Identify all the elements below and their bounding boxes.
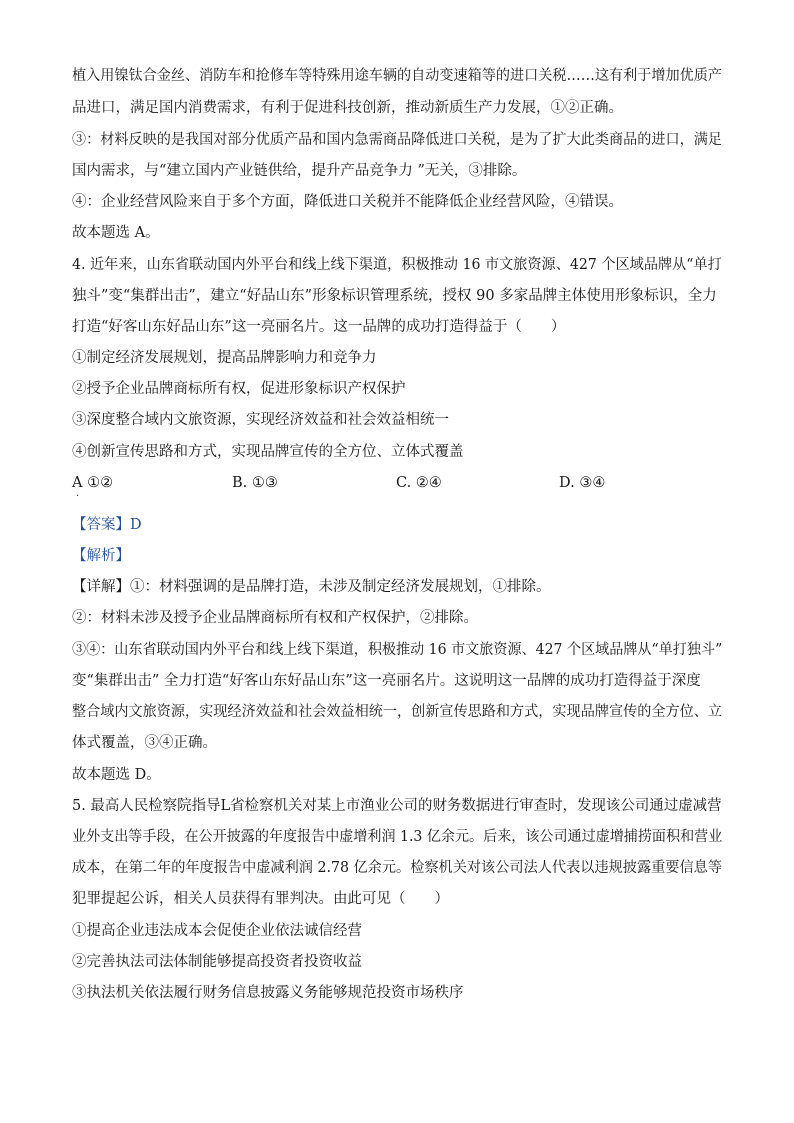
analysis-line: 变“集群出击” 全力打造“好客山东好品山东”这一亮丽名片。这说明这一品牌的成功打造得益于深度 <box>72 673 701 689</box>
analysis-line: 故本题选 D。 <box>72 767 161 783</box>
answer-label: 【答案】D <box>72 517 142 533</box>
question-5-stem: 成本，在第二年的年度报告中虚减利润 2.78 亿余元。检察机关对该公司法人代表以违规披露重要信息等 <box>72 860 722 876</box>
analysis-line: ②：材料未涉及授予企业品牌商标所有权和产权保护，②排除。 <box>72 610 478 626</box>
question-5-stem: 5. 最高人民检察院指导L省检察机关对某上市渔业公司的财务数据进行审查时，发现该公司通过虚减营 <box>72 798 722 814</box>
analysis-line: 体式覆盖，③④正确。 <box>72 735 217 751</box>
question-4-stem: 4. 近年来，山东省联动国内外平台和线上线下渠道，积极推动 16 市文旅资源、427 个区域品牌从“单打 <box>72 257 722 273</box>
text-line: 品进口，满足国内消费需求，有利于促进科技创新，推动新质生产力发展，①②正确。 <box>72 100 623 116</box>
choice-d: D. ③④ <box>559 475 606 491</box>
analysis-label: 【解析】 <box>72 548 130 564</box>
text-line: ④：企业经营风险来自于多个方面，降低进口关税并不能降低企业经营风险，④错误。 <box>72 194 623 210</box>
question-4-choices <box>72 473 732 493</box>
text-line: 国内需求，与“建立国内产业链供给，提升产品竞争力 ”无关，③排除。 <box>72 163 527 179</box>
question-5-stem: 犯罪提起公诉，相关人员获得有罪判决。由此可见（ ） <box>72 891 449 907</box>
question-5-stem: 业外支出等手段，在公开披露的年度报告中虚增利润 1.3 亿余元。后来，该公司通过虚增捕捞面积和营业 <box>72 829 723 845</box>
question-5-item: ②完善执法司法体制能够提高投资者投资收益 <box>72 954 362 970</box>
question-4-item: ①制定经济发展规划，提高品牌影响力和竞争力 <box>72 350 377 366</box>
question-4-stem: 独斗”变“集群出击”，建立“好品山东”形象标识管理系统，授权 90 多家品牌主体使用形象标识，全力 <box>72 288 717 304</box>
text-line: 植入用镍钛合金丝、消防车和抢修车等特殊用途车辆的自动变速箱等的进口关税……这有利于增加优质产 <box>72 68 722 84</box>
question-4-item: ②授予企业品牌商标所有权，促进形象标识产权保护 <box>72 381 406 397</box>
analysis-line: ③④：山东省联动国内外平台和线上线下渠道，积极推动 16 市文旅资源、427 个区域品牌从“单打独斗” <box>72 642 723 658</box>
choice-a: A ①② <box>72 475 114 491</box>
question-5-item: ③执法机关依法履行财务信息披露义务能够规范投资市场秩序 <box>72 985 464 1001</box>
stray-dot: · <box>76 491 80 502</box>
choice-b: B. ①③ <box>232 475 278 491</box>
choice-c: C. ②④ <box>396 475 442 491</box>
question-4-stem: 打造“好客山东好品山东”这一亮丽名片。这一品牌的成功打造得益于（ ） <box>72 319 566 335</box>
analysis-line: 【详解】①：材料强调的是品牌打造，未涉及制定经济发展规划，①排除。 <box>72 579 551 595</box>
question-5-item: ①提高企业违法成本会促使企业依法诚信经营 <box>72 923 362 939</box>
text-line: ③：材料反映的是我国对部分优质产品和国内急需商品降低进口关税，是为了扩大此类商品的进口，满足 <box>72 132 722 148</box>
question-4-item: ③深度整合域内文旅资源，实现经济效益和社会效益相统一 <box>72 412 449 428</box>
text-line: 故本题选 A。 <box>72 225 160 241</box>
analysis-line: 整合域内文旅资源，实现经济效益和社会效益相统一，创新宣传思路和方式，实现品牌宣传的全方位、立 <box>72 704 722 720</box>
question-4-item: ④创新宣传思路和方式，实现品牌宣传的全方位、立体式覆盖 <box>72 444 464 460</box>
